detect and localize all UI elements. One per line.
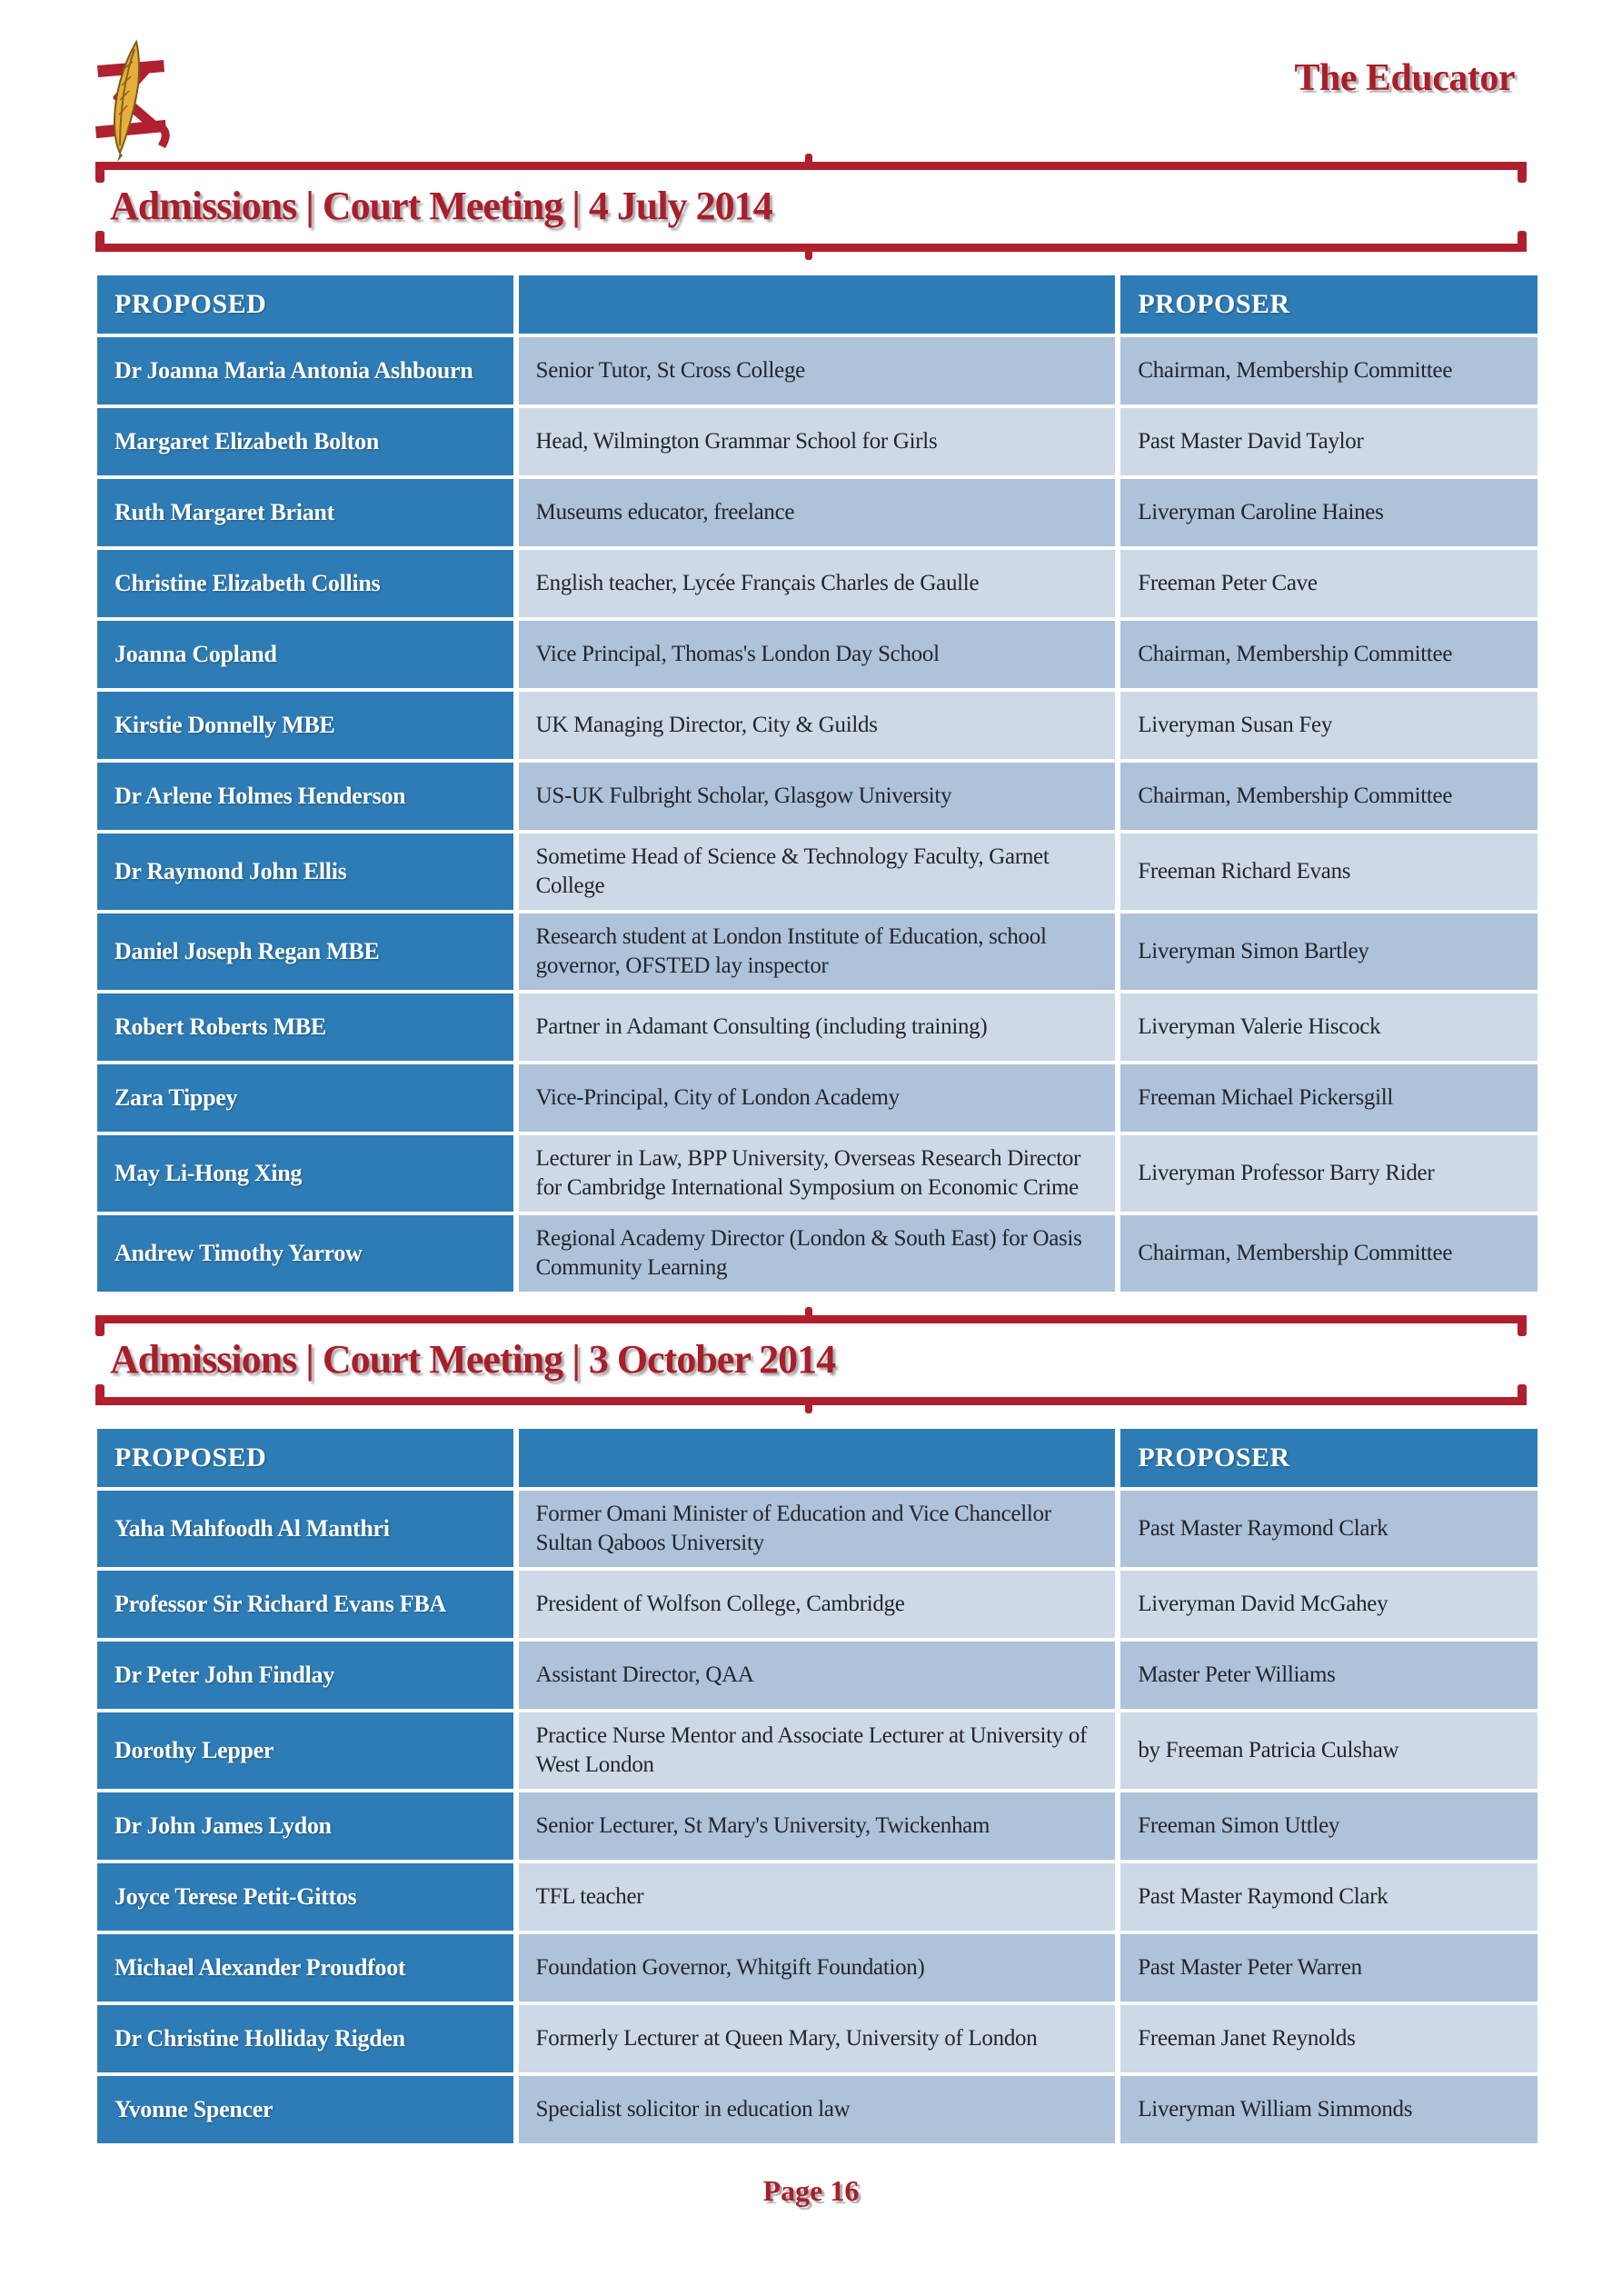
proposed-name-cell: Robert Roberts MBE [97, 993, 513, 1061]
proposer-cell: Chairman, Membership Committee [1120, 763, 1537, 830]
description-cell: Partner in Adamant Consulting (including training) [519, 993, 1116, 1061]
proposer-cell: Liveryman Susan Fey [1120, 692, 1537, 759]
description-cell: Museums educator, freelance [519, 479, 1116, 546]
proposed-name-cell: Dorothy Lepper [97, 1712, 513, 1789]
description-cell: Senior Tutor, St Cross College [519, 337, 1116, 404]
proposed-name-cell: Yaha Mahfoodh Al Manthri [97, 1491, 513, 1567]
description-cell: TFL teacher [519, 1863, 1116, 1931]
admissions-table-july [97, 275, 1537, 1292]
proposed-name-cell: Joyce Terese Petit-Gittos [97, 1863, 513, 1931]
description-cell: US-UK Fulbright Scholar, Glasgow University [519, 763, 1116, 830]
description-cell: Vice-Principal, City of London Academy [519, 1064, 1116, 1132]
rule-tick [805, 1404, 812, 1413]
description-cell: Practice Nurse Mentor and Associate Lecturer at University of West London [519, 1712, 1116, 1789]
proposed-name-cell: Michael Alexander Proudfoot [97, 1934, 513, 2002]
rule-tick [805, 1307, 812, 1316]
proposed-name-cell: Margaret Elizabeth Bolton [97, 408, 513, 475]
proposer-cell: Liveryman Caroline Haines [1120, 479, 1537, 546]
column-header: PROPOSER [1120, 1429, 1537, 1487]
proposer-cell: Past Master Raymond Clark [1120, 1491, 1537, 1567]
proposer-cell: Freeman Simon Uttley [1120, 1792, 1537, 1860]
section-heading-july [95, 162, 1527, 252]
proposer-cell: Liveryman Simon Bartley [1120, 913, 1537, 990]
column-header [519, 1429, 1116, 1487]
admissions-table-october [97, 1429, 1537, 2143]
decorative-rule-bottom [95, 244, 1527, 252]
proposer-cell: Freeman Michael Pickersgill [1120, 1064, 1537, 1132]
proposer-cell: Past Master Peter Warren [1120, 1934, 1537, 2002]
proposed-name-cell: Ruth Margaret Briant [97, 479, 513, 546]
proposed-name-cell: Joanna Copland [97, 621, 513, 688]
proposer-cell: Liveryman Professor Barry Rider [1120, 1135, 1537, 1212]
proposer-cell: Liveryman Valerie Hiscock [1120, 993, 1537, 1061]
description-cell: Head, Wilmington Grammar School for Girls [519, 408, 1116, 475]
rule-tick [805, 154, 812, 163]
proposer-cell: Liveryman David McGahey [1120, 1571, 1537, 1638]
decorative-rule-top [95, 162, 1527, 170]
description-cell: Research student at London Institute of Education, school governor, OFSTED lay inspector [519, 913, 1116, 990]
page-header [0, 0, 1622, 162]
column-header [519, 275, 1116, 334]
description-cell: UK Managing Director, City & Guilds [519, 692, 1116, 759]
proposed-name-cell: Dr Peter John Findlay [97, 1642, 513, 1709]
proposed-name-cell: Dr Christine Holliday Rigden [97, 2005, 513, 2072]
publication-title: The Educator [1294, 57, 1515, 99]
decorative-rule-top [95, 1315, 1527, 1323]
description-cell: Former Omani Minister of Education and Vice Chancellor Sultan Qaboos University [519, 1491, 1116, 1567]
description-cell: Formerly Lecturer at Queen Mary, University of London [519, 2005, 1116, 2072]
proposed-name-cell: Kirstie Donnelly MBE [97, 692, 513, 759]
proposer-cell: Freeman Janet Reynolds [1120, 2005, 1537, 2072]
proposer-cell: Master Peter Williams [1120, 1642, 1537, 1709]
proposer-cell: Chairman, Membership Committee [1120, 1215, 1537, 1292]
description-cell: Assistant Director, QAA [519, 1642, 1116, 1709]
description-cell: Senior Lecturer, St Mary's University, Twickenham [519, 1792, 1116, 1860]
proposed-name-cell: May Li-Hong Xing [97, 1135, 513, 1212]
proposer-cell: Freeman Richard Evans [1120, 834, 1537, 910]
description-cell: English teacher, Lycée Français Charles de Gaulle [519, 550, 1116, 617]
description-cell: Specialist solicitor in education law [519, 2076, 1116, 2143]
description-cell: Vice Principal, Thomas's London Day School [519, 621, 1116, 688]
section-title: Admissions | Court Meeting | 4 July 2014 [110, 184, 772, 228]
section-title: Admissions | Court Meeting | 3 October 2014 [110, 1337, 836, 1382]
proposed-name-cell: Daniel Joseph Regan MBE [97, 913, 513, 990]
proposer-cell: Liveryman William Simmonds [1120, 2076, 1537, 2143]
proposed-name-cell: Dr John James Lydon [97, 1792, 513, 1860]
proposer-cell: Chairman, Membership Committee [1120, 621, 1537, 688]
rule-tick [805, 251, 812, 260]
description-cell: President of Wolfson College, Cambridge [519, 1571, 1116, 1638]
proposed-name-cell: Dr Raymond John Ellis [97, 834, 513, 910]
proposer-cell: Freeman Peter Cave [1120, 550, 1537, 617]
section-heading-october [95, 1315, 1527, 1405]
proposed-name-cell: Yvonne Spencer [97, 2076, 513, 2143]
proposed-name-cell: Dr Joanna Maria Antonia Ashbourn [97, 337, 513, 404]
column-header: PROPOSER [1120, 275, 1537, 334]
column-header: PROPOSED [97, 1429, 513, 1487]
proposed-name-cell: Christine Elizabeth Collins [97, 550, 513, 617]
proposer-cell: Past Master Raymond Clark [1120, 1863, 1537, 1931]
description-cell: Sometime Head of Science & Technology Faculty, Garnet College [519, 834, 1116, 910]
proposed-name-cell: Andrew Timothy Yarrow [97, 1215, 513, 1292]
proposer-cell: by Freeman Patricia Culshaw [1120, 1712, 1537, 1789]
description-cell: Lecturer in Law, BPP University, Overseas Research Director for Cambridge International Symposium on Economic Crime [519, 1135, 1116, 1212]
proposed-name-cell: Zara Tippey [97, 1064, 513, 1132]
proposed-name-cell: Dr Arlene Holmes Henderson [97, 763, 513, 830]
quill-letter-logo-icon [84, 38, 184, 162]
proposer-cell: Past Master David Taylor [1120, 408, 1537, 475]
description-cell: Regional Academy Director (London & South East) for Oasis Community Learning [519, 1215, 1116, 1292]
proposer-cell: Chairman, Membership Committee [1120, 337, 1537, 404]
column-header: PROPOSED [97, 275, 513, 334]
decorative-rule-bottom [95, 1397, 1527, 1405]
description-cell: Foundation Governor, Whitgift Foundation) [519, 1934, 1116, 2002]
proposed-name-cell: Professor Sir Richard Evans FBA [97, 1571, 513, 1638]
page-number: Page 16 [762, 2174, 860, 2207]
